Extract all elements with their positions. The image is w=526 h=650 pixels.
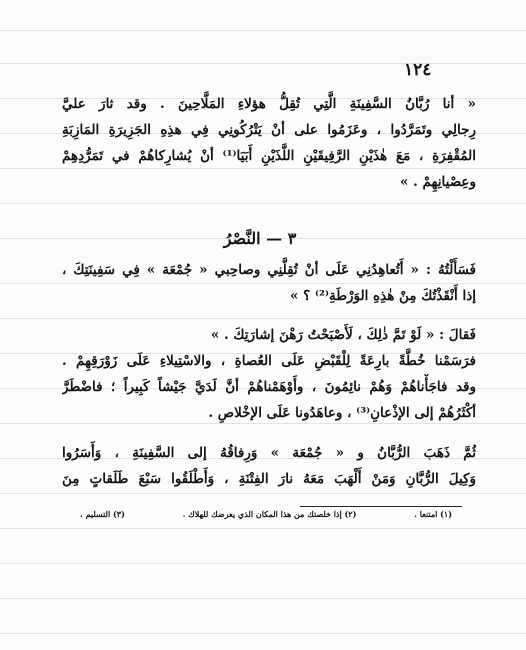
text-line: وقد فاجَأْناهُمْ وَهُمْ نائِمُونَ ، وأَوْهَمْناهُمْ أنَّ لَدَيَّ جَيْشاً كَبِيراً ؛ فاضْطَرَّ xyxy=(62,379,476,395)
text-line: المُقْفِرَةِ ، مَعَ هٰذَيْنِ الرَّفِيقَيْنِ اللَّذَيْنِ أَبَيَا⁽¹⁾ أنْ يُشارِكاهُمْ في تَمَرُّدِهِمْ xyxy=(62,148,476,164)
ruled-line xyxy=(0,63,526,64)
paragraph-question xyxy=(62,257,476,309)
text-line: أكْثَرُهُمْ إلى الإذْعانِ⁽³⁾ ، وعاهَدُونا عَلَى الإخْلاصِ . xyxy=(208,405,476,421)
text-line: فرَسَمْنا خُطَّةً بارِعَةً لِلْقَبْضِ عَلَى العُصاةِ ، والاسْتِيلاءِ عَلَى زَوْرَقِهِمْ . xyxy=(62,353,476,369)
ruled-line xyxy=(0,318,526,319)
footnote-1: (١) امتنعا . xyxy=(414,509,452,519)
footnotes xyxy=(80,509,452,519)
ruled-line xyxy=(0,528,526,529)
ruled-line xyxy=(0,203,526,204)
footnote-2: (٢) إذا خلصتك من هذا المكان الذي يعرضك للهلاك . xyxy=(182,509,357,519)
ruled-line xyxy=(0,493,526,494)
paragraph-reply xyxy=(62,322,476,348)
text-line: فَقالَ : « لَوْ تَمَّ ذٰلِكَ ، لَأَصْبَحْتُ رَهْنَ إشارَتِكَ . » xyxy=(210,327,476,343)
ruled-line xyxy=(0,30,526,31)
section-heading: ٣ — النَّصْرُ xyxy=(223,229,297,248)
footnote-divider xyxy=(300,506,462,507)
text-line: ثُمَّ ذَهَبَ الرُّبَّانُ و « جُمْعَة » وَرِفاقُهُ إلى السَّفِينَةِ ، وَأَسَرُوا xyxy=(62,445,476,461)
ruled-line xyxy=(0,563,526,564)
paragraph-captain-speech xyxy=(62,91,476,195)
text-line: وَكِيلَ الرُّبَّانِ وَمَنْ أَلْهَبَ مَعَهُ نارَ الفِتْنَةِ ، وَأَطْلَقُوا سَبْعَ طَلَقاتٍ مِنَ xyxy=(62,471,476,487)
text-line: إذا أَنْقَذْتُكَ مِنْ هٰذِهِ الوَرْطَةِ⁽²⁾ ؟ » xyxy=(290,288,476,304)
text-line: وعِصْيانِهِمْ . » xyxy=(400,174,476,190)
ruled-line xyxy=(0,598,526,599)
ruled-line xyxy=(0,633,526,634)
paragraph-ship xyxy=(62,440,476,492)
page-number: ١٢٤ xyxy=(404,60,432,80)
text-line: فَسَأَلْتُهُ : « أَتُعاهِدُنِي عَلَى أنْ تُقِلَّنِي وصاحِبي « جُمْعَة » فِي سَفِينَتِكَ ، xyxy=(62,262,476,278)
paragraph-plan xyxy=(62,348,476,426)
text-line: « أنا رُبَّانُ السَّفِينَةِ الَّتِي تُقِلُّ هؤلاءِ المَلَّاحِينَ . وقد ثارَ عليَّ xyxy=(62,96,476,112)
footnote-3: (٣) التسليم . xyxy=(80,509,125,519)
text-line: رِجالِي وتَمَرَّدُوا ، وعَزَمُوا على أنْ يَتْرُكُونِي فِي هذِهِ الجَزِيرَةِ المَازِبَةِ xyxy=(62,122,476,138)
